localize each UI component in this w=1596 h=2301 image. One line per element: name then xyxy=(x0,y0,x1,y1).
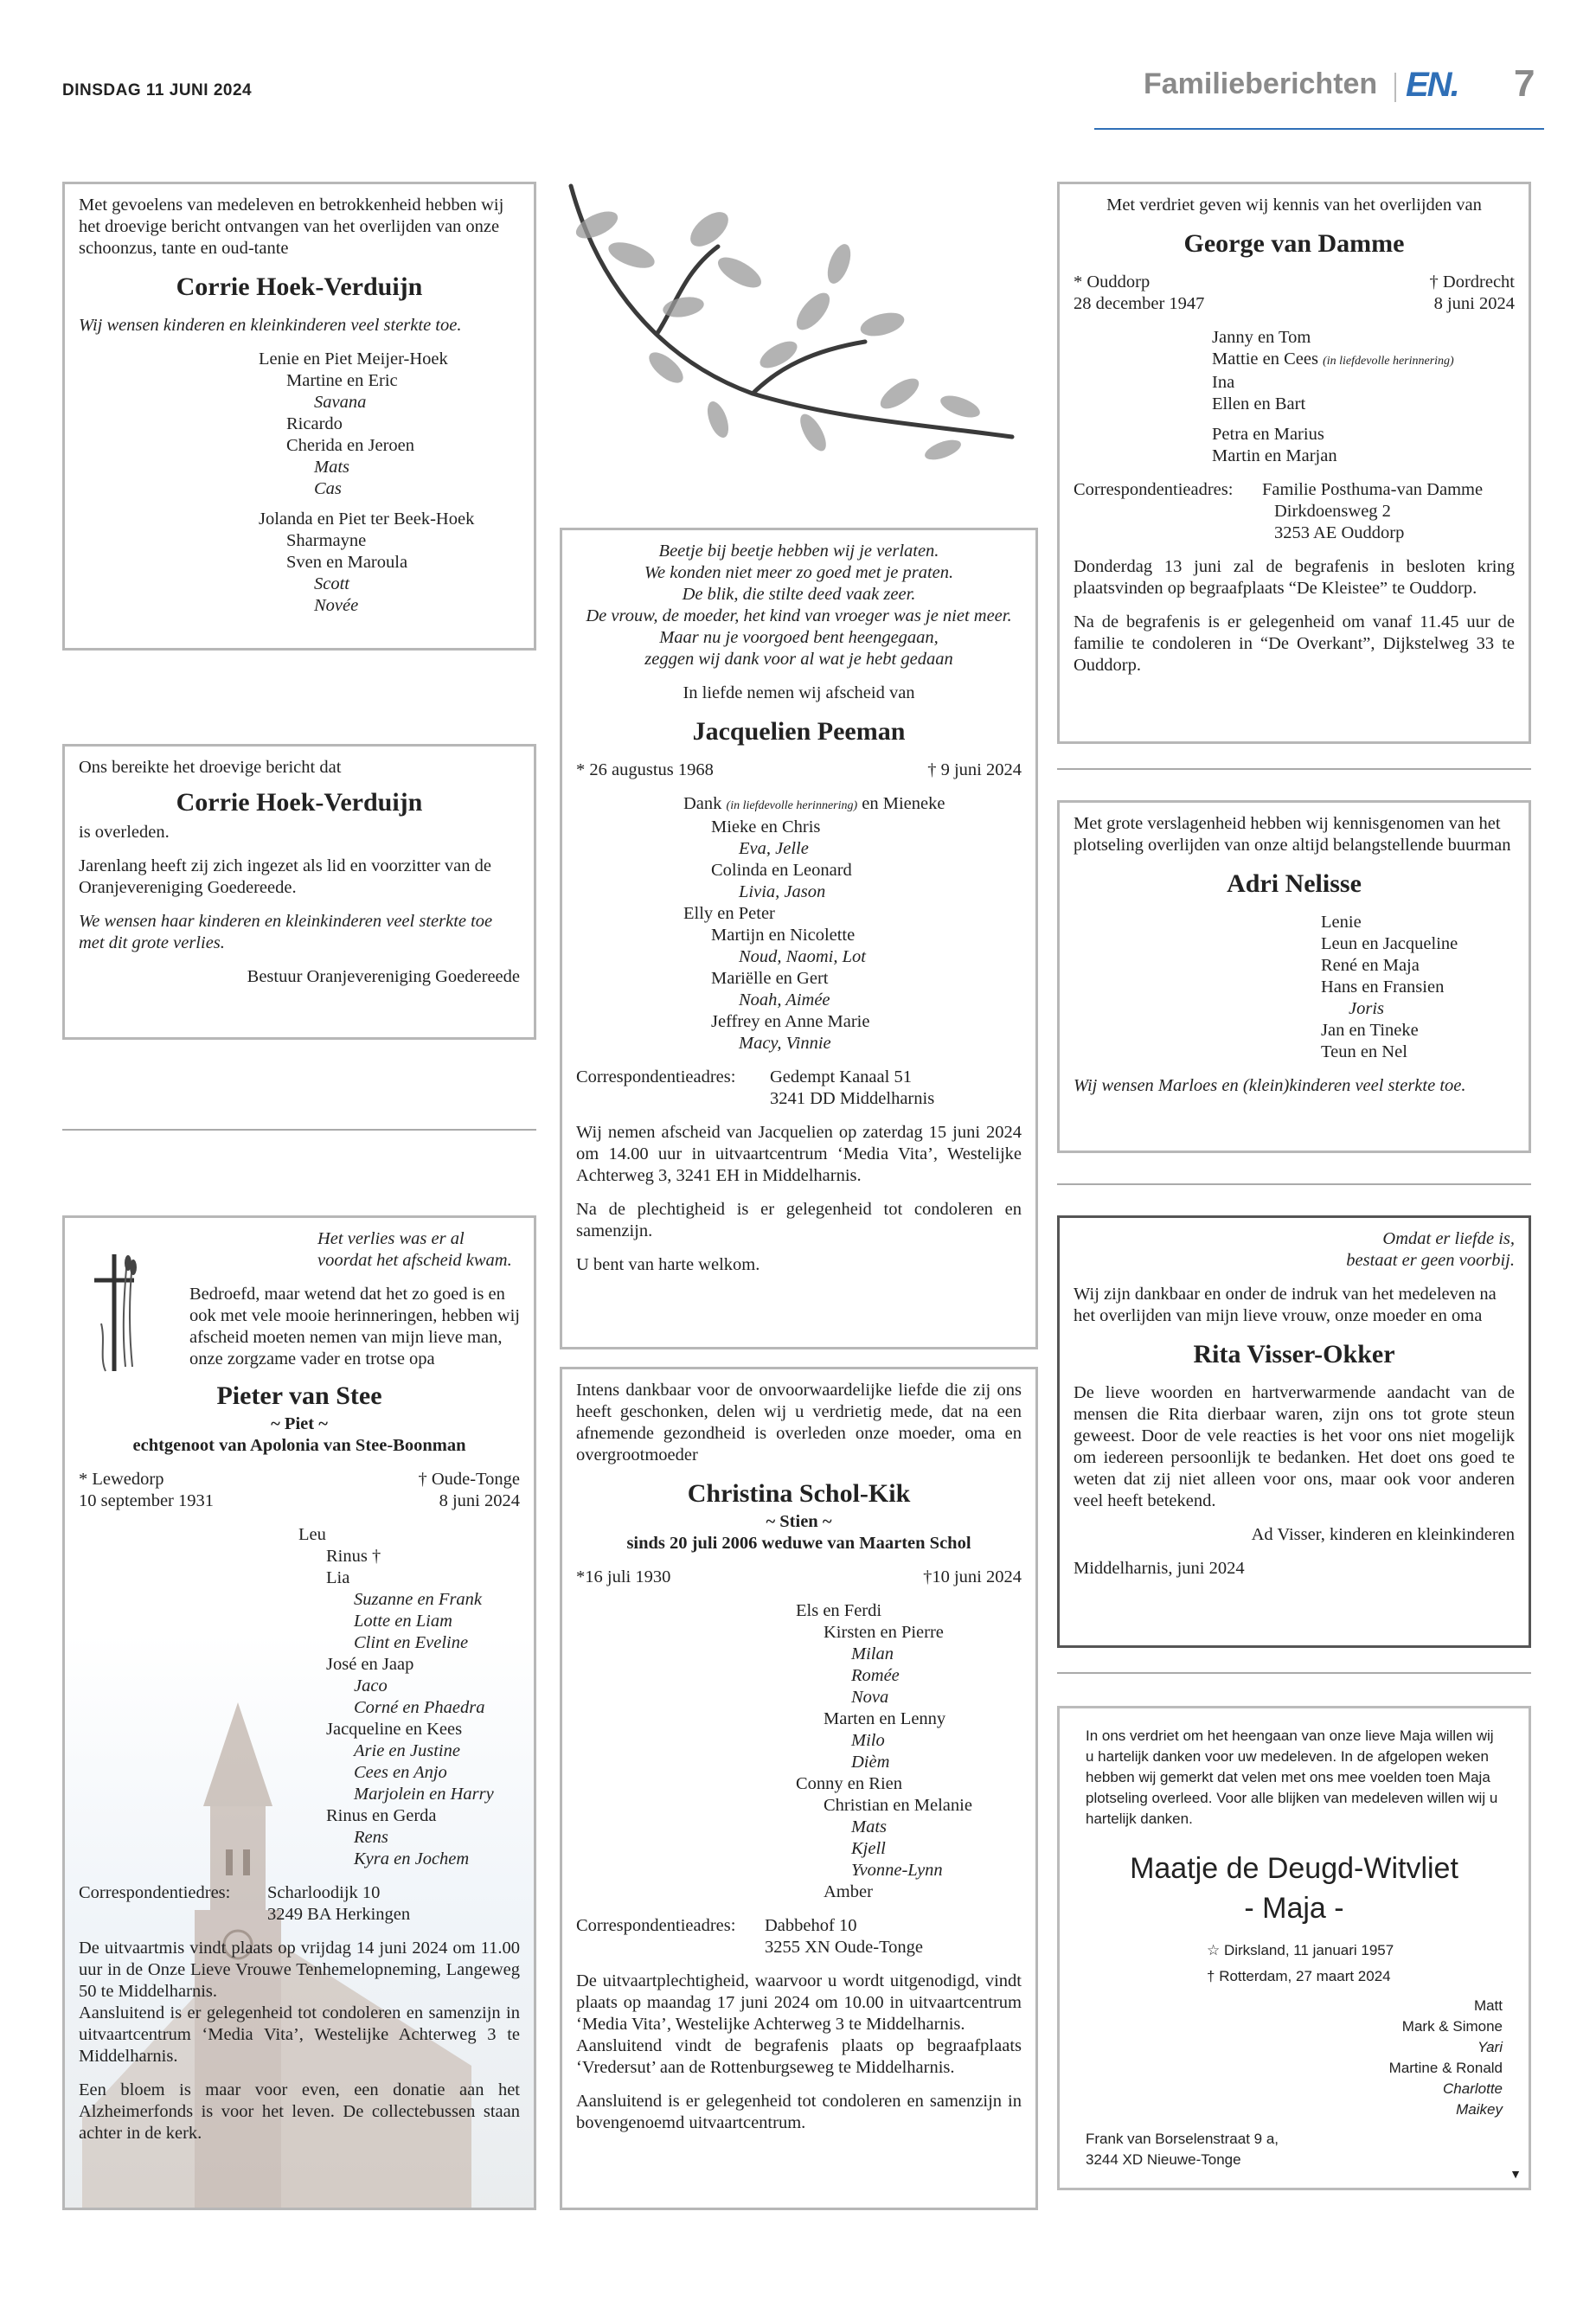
thanks-text: De lieve woorden en hartverwarmende aandacht van de mensen die Rita dierbaar waren, zijn ons tot grote steun geweest. Door de vele reacties is het voor ons niet mogelijk om iedereen persoonlijk te bedanken. Het doet ons goed te weten dat zij niet alleen voor ons, maar ook voor anderen veel heeft betekend. xyxy=(1074,1383,1515,1510)
poem-line: Beetje bij beetje hebben wij je verlaten. xyxy=(658,542,939,561)
family-member: Suzanne en Frank xyxy=(354,1590,483,1609)
family-member: Rinus en Gerda xyxy=(326,1806,437,1825)
family-member: Martine & Ronald xyxy=(1388,2060,1503,2076)
deceased-nickname: ~ Stien ~ xyxy=(766,1512,832,1531)
family-member: Kjell xyxy=(851,1839,886,1858)
family-member: Kyra en Jochem xyxy=(354,1849,470,1868)
family-list xyxy=(1074,912,1515,1063)
family-member: Charlotte xyxy=(1443,2080,1503,2097)
family-member: Teun en Nel xyxy=(1321,1042,1407,1061)
birth-date: * 26 augustus 1968 xyxy=(576,760,714,779)
family-member: Eva, Jelle xyxy=(739,839,809,858)
welcome-text: U bent van harte welkom. xyxy=(576,1255,760,1274)
family-member: Jaco xyxy=(354,1676,388,1695)
family-member: Martine en Eric xyxy=(286,371,398,390)
thanks-intro: In ons verdriet om het heengaan van onze lieve Maja willen wij u hartelijk danken voor uw medeleven. In de afgelopen weken hebben wij gemerkt dat velen met ons mee voelden toen Maja plotseling overleed. Voor alle blijken van medeleven willen wij u hartelijk danken. xyxy=(1086,1727,1498,1827)
deceased-name: George van Damme xyxy=(1183,229,1405,258)
obituary-wish: Wij wensen kinderen en kleinkinderen veel sterkte toe. xyxy=(79,316,462,335)
poem-line: Maar nu je voorgoed bent heengegaan, xyxy=(659,628,939,647)
death-place: † Oude-Tonge xyxy=(418,1470,520,1489)
deceased-name: Adri Nelisse xyxy=(1227,869,1362,898)
family-member: Noah, Aimée xyxy=(739,990,830,1009)
obituary-intro: Intens dankbaar voor de onvoorwaardelijke liefde die zij ons heeft geschonken, delen wij u verdrietig mede, dat na een afnemende gezondheid is overleden onze moeder, oma en overgrootmoeder xyxy=(576,1381,1022,1465)
obituary-george-van-damme xyxy=(1057,182,1531,744)
death-date: 8 juni 2024 xyxy=(1433,294,1515,313)
star-icon: ☆ xyxy=(1207,1942,1224,1958)
deceased-nickname: ~ Piet ~ xyxy=(271,1414,328,1433)
correspondence-postcode: 3255 XN Oude-Tonge xyxy=(765,1938,924,1957)
newspaper-logo: EN. xyxy=(1406,66,1458,104)
condolence-info: Aansluitend is er gelegenheid tot condoleren en samenzijn in bovengenoemd uitvaartcentrum. xyxy=(576,2092,1022,2132)
condolence-info: Aansluitend is er gelegenheid tot condoleren en samenzijn in uitvaartcentrum ‘Media Vita’, Westelijke Achterweg 3 te Middelharnis. xyxy=(79,2003,520,2066)
correspondence-label: Correspondentiedres: xyxy=(79,1883,231,1902)
service-info: De uitvaartplechtigheid, waarvoor u wordt uitgenodigd, vindt plaats op maandag 17 juni 2024 om 10.00 in uitvaartcentrum ‘Media Vita’, Westelijke Achterweg 3 te Middelharnis. xyxy=(576,1971,1022,2034)
poem-line: Het verlies was er al xyxy=(317,1229,465,1248)
family-member: Savana xyxy=(314,393,367,412)
family-member: Arie en Justine xyxy=(354,1741,460,1760)
obituary-text: Jarenlang heeft zij zich ingezet als lid en voorzitter van de Oranjevereniging Goedereede. xyxy=(79,856,491,897)
obituary-adri-nelisse xyxy=(1057,800,1531,1153)
deceased-name: Christina Schol-Kik xyxy=(687,1479,911,1508)
family-member: Maikey xyxy=(1456,2101,1503,2118)
header-rule xyxy=(1094,128,1544,130)
deceased-name: Rita Visser-Okker xyxy=(1193,1340,1395,1368)
family-member: Milo xyxy=(851,1731,885,1750)
condolence-info: Na de plechtigheid is er gelegenheid tot condoleren en samenzijn. xyxy=(576,1200,1022,1240)
deceased-name: Maatje de Deugd-Witvliet xyxy=(1130,1852,1458,1885)
header-separator xyxy=(1394,73,1396,102)
family-member: Jan en Tineke xyxy=(1321,1021,1419,1040)
family-member: Leun en Jacqueline xyxy=(1321,934,1458,953)
correspondence-label: Correspondentieadres: xyxy=(576,1067,736,1086)
family-member: Nova xyxy=(851,1688,889,1707)
correspondence-label: Correspondentieadres: xyxy=(576,1916,736,1935)
column-divider xyxy=(1057,768,1531,770)
family-list xyxy=(79,349,520,617)
family-member: José en Jaap xyxy=(326,1655,414,1674)
family-member: Ina xyxy=(1212,373,1235,392)
family-member: Mats xyxy=(851,1817,887,1836)
correspondence-address: Dabbehof 10 xyxy=(765,1916,857,1935)
family-member: Els en Ferdi xyxy=(796,1601,882,1620)
family-member: Mats xyxy=(314,458,349,477)
family-member: Ricardo xyxy=(286,414,343,433)
obituary-corrie-oranjevereniging xyxy=(62,744,536,1040)
family-member: Janny en Tom xyxy=(1212,328,1311,347)
family-member: Dièm xyxy=(851,1753,890,1772)
death-date: † 9 juni 2024 xyxy=(927,760,1022,779)
family-member: Cherida en Jeroen xyxy=(286,436,414,455)
family-member: Christian en Melanie xyxy=(824,1796,972,1815)
page-number: 7 xyxy=(1514,62,1535,105)
poem-line: De vrouw, de moeder, het kind van vroeger was je niet meer. xyxy=(586,606,1012,625)
family-member: Noud, Naomi, Lot xyxy=(739,947,866,966)
column-divider xyxy=(1057,1672,1531,1674)
family-member: Joris xyxy=(1349,999,1384,1018)
family-member: Lotte en Liam xyxy=(354,1612,452,1631)
family-member: Mariëlle en Gert xyxy=(711,969,829,988)
deceased-name: Pieter van Stee xyxy=(216,1381,382,1410)
correspondence-postcode: 3253 AE Ouddorp xyxy=(1274,523,1405,542)
cross-icon xyxy=(84,1246,144,1375)
family-member: Rens xyxy=(354,1828,388,1847)
family-member: Milan xyxy=(851,1644,894,1663)
correspondence-postcode: 3249 BA Herkingen xyxy=(267,1905,411,1924)
obituary-pieter-van-stee xyxy=(62,1215,536,2210)
family-member: Lia xyxy=(326,1568,350,1587)
family-member: René en Maja xyxy=(1321,956,1420,975)
service-info: De uitvaartmis vindt plaats op vrijdag 14 juni 2024 om 11.00 uur in de Onze Lieve Vrouwe Tenhemelopneming, Langeweg 50 te Middelharnis. xyxy=(79,1939,520,2001)
poem-line: We konden niet meer zo goed met je praten. xyxy=(644,563,954,582)
obituary-jacquelien-peeman xyxy=(560,528,1038,1349)
family-member: Leu xyxy=(298,1525,326,1544)
donation-info: Een bloem is maar voor even, een donatie aan het Alzheimerfonds is voor het leven. De collectebussen staan achter in de kerk. xyxy=(79,2080,520,2143)
obituary-intro: Met gevoelens van medeleven en betrokkenheid hebben wij het droevige bericht ontvangen van het overlijden van onze schoonzus, tante en oud-tante xyxy=(79,195,504,258)
burial-info: Aansluitend vindt de begrafenis plaats op begraafplaats ‘Vredersut’ aan de Rottenburgseweg te Middelharnis. xyxy=(576,2036,1022,2077)
family-member: Jeffrey en Anne Marie xyxy=(711,1012,870,1031)
birth-date: 10 september 1931 xyxy=(79,1491,214,1510)
column-divider xyxy=(62,1129,536,1131)
address-line: Frank van Borselenstraat 9 a, xyxy=(1086,2131,1279,2147)
deceased-widow-of: sinds 20 juli 2006 weduwe van Maarten Schol xyxy=(626,1534,971,1553)
thanks-maatje-de-deugd-witvliet xyxy=(1057,1706,1531,2190)
family-list xyxy=(1086,1996,1503,2120)
condolence-info: Na de begrafenis is er gelegenheid om vanaf 11.45 uur de familie te condoleren in “De Overkant”, Dijkstelweg 33 te Ouddorp. xyxy=(1074,612,1515,675)
poem-line: bestaat er geen voorbij. xyxy=(1346,1251,1515,1270)
correspondence-address: Gedempt Kanaal 51 xyxy=(770,1067,912,1086)
deceased-spouse: echtgenoot van Apolonia van Stee-Boonman xyxy=(132,1436,466,1455)
cross-icon: † xyxy=(1207,1968,1220,1984)
family-member: Sven en Maroula xyxy=(286,553,408,572)
family-member: Sharmayne xyxy=(286,531,367,550)
obituary-christina-schol-kik xyxy=(560,1367,1038,2210)
deceased-nickname: - Maja - xyxy=(1244,1892,1344,1925)
family-member: Mark & Simone xyxy=(1401,2018,1503,2035)
family-member: Cas xyxy=(314,479,342,498)
family-member xyxy=(259,500,520,509)
poem-line: De blik, die stilte deed vaak zeer. xyxy=(682,585,916,604)
family-member: Macy, Vinnie xyxy=(739,1034,831,1053)
family-member: Jacqueline en Kees xyxy=(326,1720,463,1739)
page-date: DINSDAG 11 JUNI 2024 xyxy=(62,81,253,99)
family-member: Romée xyxy=(851,1666,900,1685)
family-member: Livia, Jason xyxy=(739,882,826,901)
family-member: Martin en Marjan xyxy=(1212,446,1337,465)
family-member: Marjolein en Harry xyxy=(354,1785,494,1804)
family-member: Mattie en Cees (in liefdevolle herinnering) xyxy=(1212,349,1454,369)
family-list xyxy=(576,1600,1022,1903)
farewell-info: Wij nemen afscheid van Jacquelien op zaterdag 15 juni 2024 om 14.00 uur in uitvaartcentrum ‘Media Vita’, Westelijke Achterweg 3, 3241 EH in Middelharnis. xyxy=(576,1123,1022,1185)
family-member: Corné en Phaedra xyxy=(354,1698,485,1717)
family-member: Novée xyxy=(314,596,359,615)
deceased-name: Corrie Hoek-Verduijn xyxy=(176,788,423,817)
obituary-intro: Bedroefd, maar wetend dat het zo goed is en ook met vele mooie herinneringen, hebben wij afscheid moeten nemen van mijn lieve man, onze zorgzame vader en trotse opa xyxy=(189,1285,520,1368)
birth-info: ☆ Dirksland, 11 januari 1957 xyxy=(1207,1942,1394,1958)
family-member: Clint en Eveline xyxy=(354,1633,469,1652)
family-member: Colinda en Leonard xyxy=(711,861,852,880)
family-thanks: Dank (in liefdevolle herinnering) en Mieneke xyxy=(683,794,945,813)
correspondence-name: Familie Posthuma-van Damme xyxy=(1262,480,1484,499)
family-member: Lenie en Piet Meijer-Hoek xyxy=(259,349,448,369)
correspondence-address: Dirkdoensweg 2 xyxy=(1274,502,1391,521)
family-member: Matt xyxy=(1473,1997,1503,2014)
family-member: Mieke en Chris xyxy=(711,817,821,836)
thanks-signature: Ad Visser, kinderen en kleinkinderen xyxy=(1251,1525,1515,1544)
death-date: †10 juni 2024 xyxy=(923,1567,1022,1586)
obituary-intro: Ons bereikte het droevige bericht dat xyxy=(79,758,342,777)
obituary-wish: Wij wensen Marloes en (klein)kinderen veel sterkte toe. xyxy=(1074,1076,1466,1095)
column-divider xyxy=(1057,1183,1531,1185)
thanks-rita-visser-okker xyxy=(1057,1215,1531,1648)
family-member: Scott xyxy=(314,574,349,593)
deceased-name: Jacquelien Peeman xyxy=(692,717,906,746)
birth-date: *16 juli 1930 xyxy=(576,1567,671,1586)
correspondence-label: Correspondentieadres: xyxy=(1074,480,1234,499)
birth-place: * Lewedorp xyxy=(79,1470,164,1489)
family-member: Hans en Fransien xyxy=(1321,977,1445,997)
poem-line: Omdat er liefde is, xyxy=(1382,1229,1515,1248)
deceased-name: Corrie Hoek-Verduijn xyxy=(176,272,423,301)
family-member: Lenie xyxy=(1321,913,1362,932)
birth-place: * Ouddorp xyxy=(1074,272,1151,292)
family-member: Amber xyxy=(824,1882,873,1901)
family-member: Kirsten en Pierre xyxy=(824,1623,944,1642)
obituary-corrie-family xyxy=(62,182,536,651)
family-member: Ellen en Bart xyxy=(1212,394,1306,413)
family-member: Elly en Peter xyxy=(683,904,775,923)
funeral-info: Donderdag 13 juni zal de begrafenis in besloten kring plaatsvinden op begraafplaats “De Kleistee” te Ouddorp. xyxy=(1074,557,1515,598)
poem-line: zeggen wij dank voor al wat je hebt gedaan xyxy=(644,650,953,669)
death-info: † Rotterdam, 27 maart 2024 xyxy=(1207,1968,1391,1984)
family-member: Conny en Rien xyxy=(796,1774,902,1793)
family-member: Rinus † xyxy=(326,1547,381,1566)
obituary-after: is overleden. xyxy=(79,823,170,842)
death-place: † Dordrecht xyxy=(1429,272,1515,292)
section-title: Familieberichten xyxy=(1144,67,1378,100)
family-member: Yari xyxy=(1477,2039,1503,2055)
thanks-place-date: Middelharnis, juni 2024 xyxy=(1074,1559,1245,1578)
obituary-intro: Met verdriet geven wij kennis van het overlijden van xyxy=(1106,195,1482,215)
family-list xyxy=(576,817,1022,1054)
corner-marker-icon: ▼ xyxy=(1509,2167,1522,2181)
obituary-signature: Bestuur Oranjevereniging Goedereede xyxy=(247,967,520,986)
correspondence-address: Scharloodijk 10 xyxy=(267,1883,381,1902)
obituary-intro: Met grote verslagenheid hebben wij kennisgenomen van het plotseling overlijden van onze altijd belangstellende buurman xyxy=(1074,814,1511,855)
family-member: Jolanda en Piet ter Beek-Hoek xyxy=(259,510,475,529)
branch-illustration xyxy=(554,177,1038,463)
address-line: 3244 XD Nieuwe-Tonge xyxy=(1086,2151,1241,2168)
correspondence-postcode: 3241 DD Middelharnis xyxy=(770,1089,935,1108)
family-member: Marten en Lenny xyxy=(824,1709,946,1728)
family-member: Martijn en Nicolette xyxy=(711,926,856,945)
obituary-intro: In liefde nemen wij afscheid van xyxy=(683,683,915,702)
thanks-intro: Wij zijn dankbaar en onder de indruk van het medeleven na het overlijden van mijn lieve vrouw, onze moeder en oma xyxy=(1074,1285,1497,1325)
family-member: Petra en Marius xyxy=(1212,425,1324,444)
poem-line: voordat het afscheid kwam. xyxy=(317,1251,512,1270)
obituary-wish: We wensen haar kinderen en kleinkinderen veel sterkte toe met dit grote verlies. xyxy=(79,912,493,952)
birth-date: 28 december 1947 xyxy=(1074,294,1205,313)
family-member: Yvonne-Lynn xyxy=(851,1861,943,1880)
death-date: 8 juni 2024 xyxy=(439,1491,520,1510)
family-list xyxy=(79,1524,520,1870)
family-member: Cees en Anjo xyxy=(354,1763,447,1782)
